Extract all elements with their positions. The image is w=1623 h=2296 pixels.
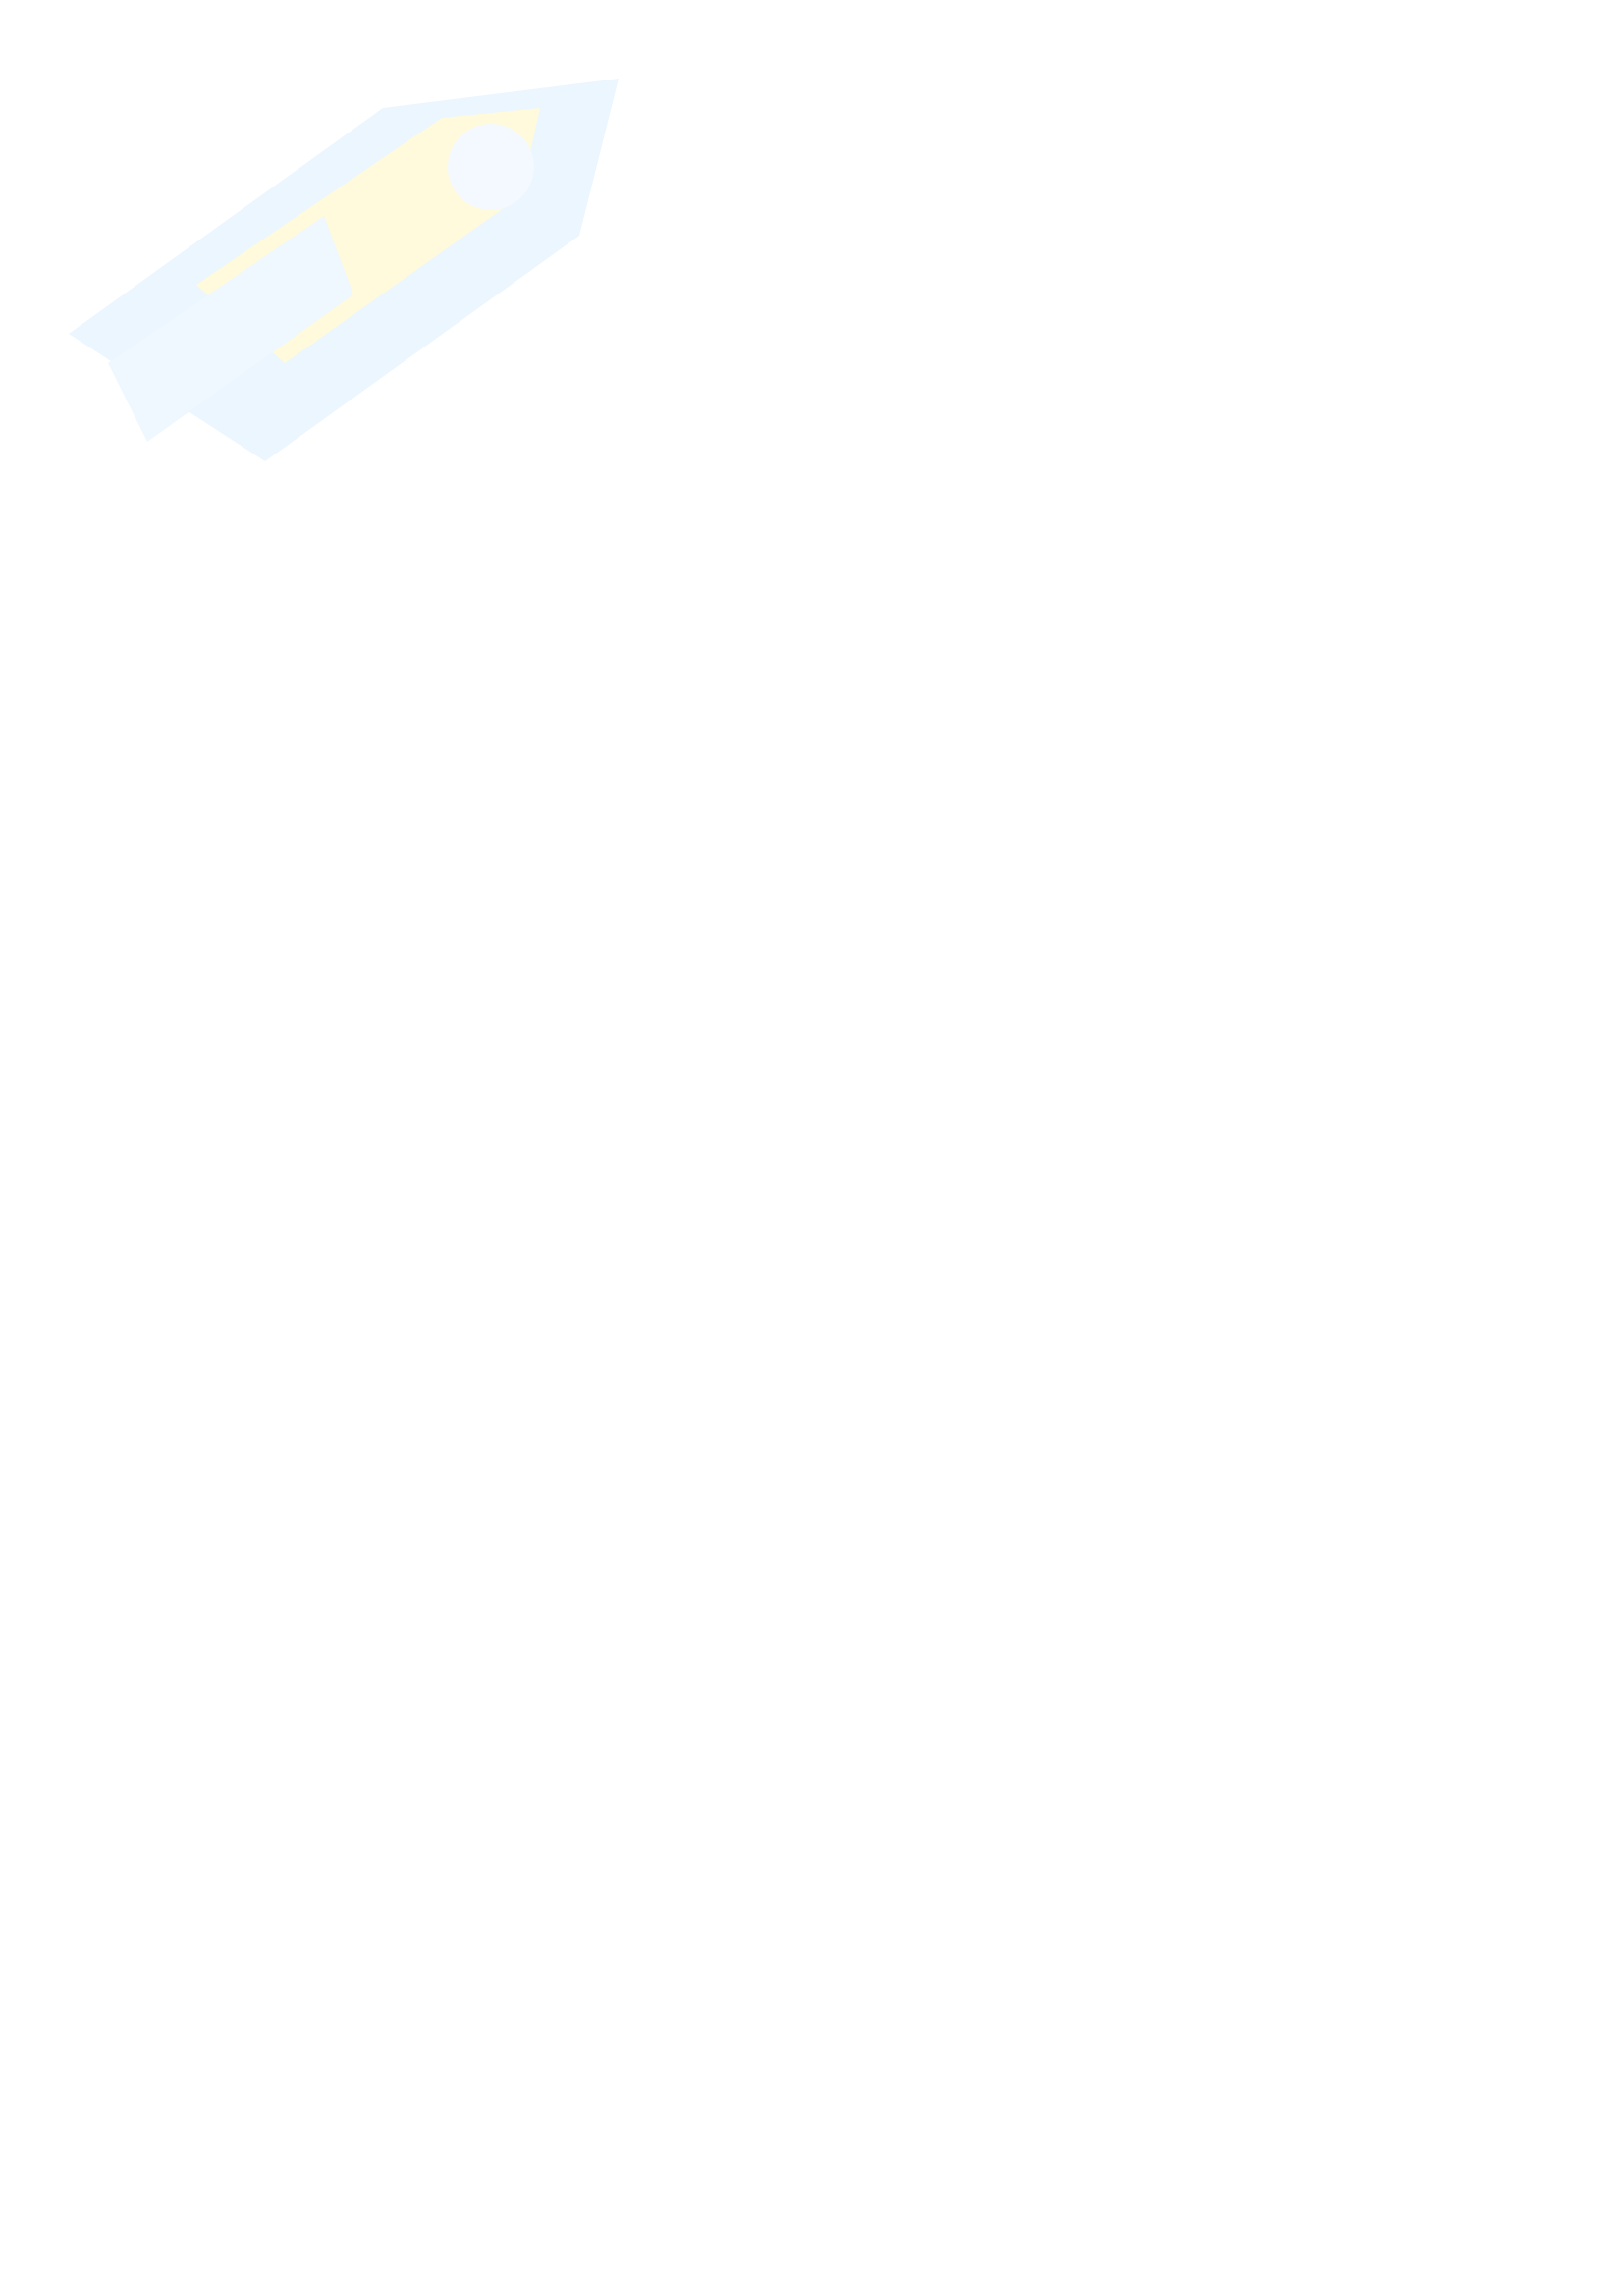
watermark-logo-icon (29, 39, 677, 589)
document-body (157, 192, 1453, 240)
